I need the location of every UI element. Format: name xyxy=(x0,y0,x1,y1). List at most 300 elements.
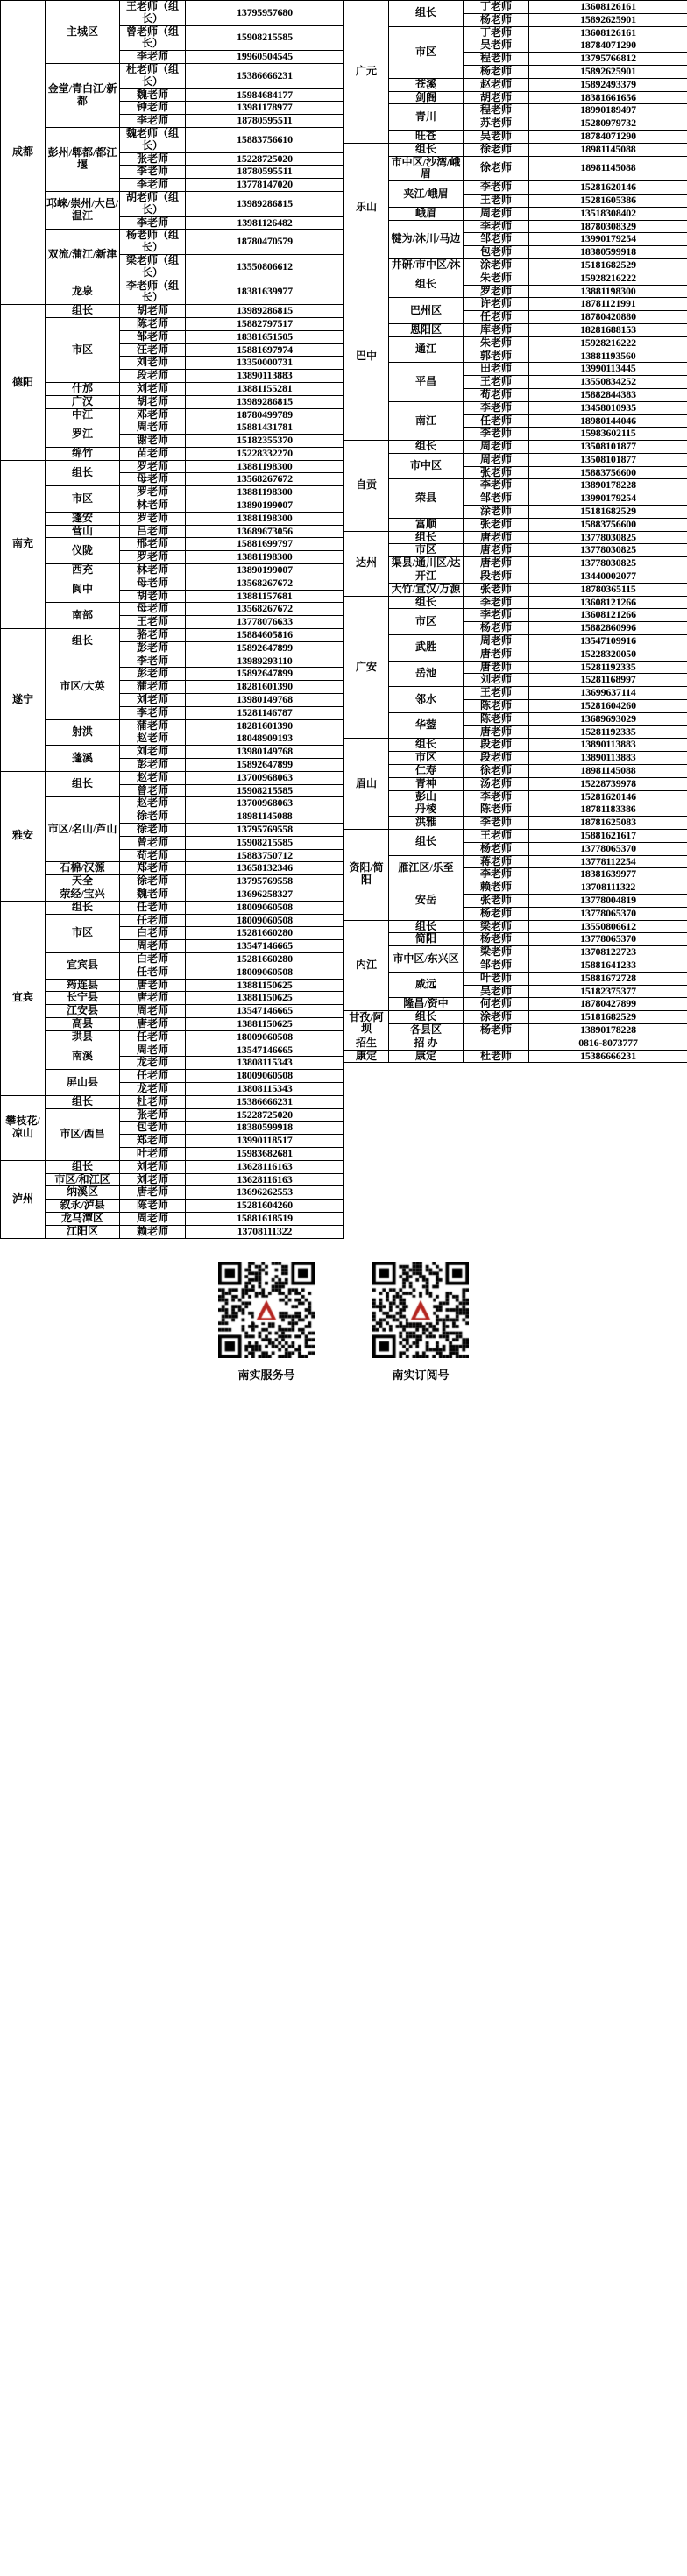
phone-number-cell[interactable]: 15881431781 xyxy=(186,421,344,435)
phone-number-cell[interactable]: 13890113883 xyxy=(529,752,687,765)
teacher-name-cell: 李老师 xyxy=(464,868,529,881)
phone-number-cell[interactable]: 18380599918 xyxy=(529,246,687,259)
teacher-name-cell: 李老师 xyxy=(120,655,186,668)
phone-number-cell[interactable]: 15881699797 xyxy=(186,538,344,551)
phone-number-cell[interactable]: 15281660280 xyxy=(186,952,344,966)
phone-number-cell[interactable]: 13547146665 xyxy=(186,940,344,953)
phone-number-cell[interactable]: 13568267672 xyxy=(186,473,344,486)
phone-number-cell[interactable]: 13568267672 xyxy=(186,603,344,616)
phone-number-cell[interactable]: 15281620146 xyxy=(529,181,687,195)
phone-number-cell[interactable]: 13550806612 xyxy=(186,254,344,280)
phone-number-cell[interactable]: 13980149768 xyxy=(186,746,344,759)
area-cell: 组长 xyxy=(389,272,464,298)
area-cell: 纳溪区 xyxy=(46,1186,120,1200)
phone-number-cell[interactable]: 15883756600 xyxy=(529,466,687,479)
phone-number-cell[interactable]: 13778030825 xyxy=(529,544,687,557)
area-cell: 市区/和江区 xyxy=(46,1173,120,1186)
phone-number-cell[interactable]: 18009060508 xyxy=(186,914,344,927)
table-row xyxy=(344,143,687,156)
area-cell: 筠连县 xyxy=(46,979,120,992)
phone-number-cell[interactable]: 15892625901 xyxy=(529,65,687,78)
area-cell: 绵竹 xyxy=(46,447,120,460)
area-cell: 岳池 xyxy=(389,661,464,687)
area-cell: 简阳 xyxy=(389,933,464,946)
phone-number-cell[interactable]: 15228320050 xyxy=(529,648,687,661)
teacher-name-cell: 李老师 xyxy=(120,115,186,128)
phone-number-cell[interactable]: 13547146665 xyxy=(186,1005,344,1018)
phone-number-cell[interactable]: 13778076633 xyxy=(186,616,344,629)
left-table-half xyxy=(1,1,344,1239)
area-cell: 市区 xyxy=(389,609,464,635)
teacher-name-cell: 罗老师 xyxy=(120,460,186,473)
teacher-name-cell: 段老师 xyxy=(464,570,529,584)
teacher-name-cell: 段老师 xyxy=(120,370,186,383)
phone-number-cell[interactable]: 13778065370 xyxy=(529,933,687,946)
teacher-name-cell: 邹老师 xyxy=(464,492,529,506)
phone-number-cell[interactable]: 13795766812 xyxy=(529,53,687,66)
teacher-name-cell: 李老师 xyxy=(464,479,529,492)
phone-number-cell[interactable]: 15881641233 xyxy=(529,959,687,972)
area-cell: 通江 xyxy=(389,336,464,363)
teacher-name-cell: 彭老师 xyxy=(120,641,186,655)
area-cell: 叙永/泸县 xyxy=(46,1200,120,1213)
phone-number-cell[interactable]: 13778030825 xyxy=(529,531,687,544)
phone-number-cell[interactable]: 13890113883 xyxy=(186,370,344,383)
table-row xyxy=(344,26,687,39)
phone-number-cell[interactable]: 13778147020 xyxy=(186,179,344,192)
phone-number-cell[interactable]: 15881621617 xyxy=(529,830,687,843)
area-cell: 市区 xyxy=(389,26,464,78)
phone-number-cell[interactable]: 13608121266 xyxy=(529,609,687,622)
phone-number-cell[interactable]: 13708111322 xyxy=(186,1225,344,1238)
phone-number-cell[interactable]: 13881198300 xyxy=(186,512,344,525)
phone-number-cell[interactable]: 13981126482 xyxy=(186,216,344,230)
table-row xyxy=(1,875,344,888)
phone-number-cell[interactable]: 13518308402 xyxy=(529,207,687,220)
phone-number-cell[interactable]: 15883750712 xyxy=(186,849,344,862)
teacher-name-cell: 周老师 xyxy=(120,940,186,953)
phone-number-cell[interactable]: 15908215585 xyxy=(186,25,344,51)
table-row xyxy=(1,862,344,875)
phone-number-cell[interactable]: 13989286815 xyxy=(186,395,344,408)
area-cell: 市区/西昌 xyxy=(46,1108,120,1160)
phone-number-cell[interactable]: 13795769558 xyxy=(186,875,344,888)
phone-number-cell[interactable]: 15281604260 xyxy=(529,700,687,713)
phone-number-cell[interactable]: 13795957680 xyxy=(186,1,344,25)
phone-number-cell[interactable]: 15281605386 xyxy=(529,194,687,207)
phone-number-cell[interactable]: 13608126161 xyxy=(529,26,687,39)
phone-number-cell[interactable]: 13350000731 xyxy=(186,357,344,370)
teacher-name-cell: 徐老师 xyxy=(120,810,186,824)
table-row xyxy=(1,992,344,1005)
phone-number-cell[interactable]: 15386666231 xyxy=(529,1050,687,1063)
phone-number-cell[interactable]: 13881150625 xyxy=(186,992,344,1005)
phone-number-cell[interactable]: 13808115343 xyxy=(186,1082,344,1095)
table-row xyxy=(344,336,687,350)
teacher-name-cell: 邹老师 xyxy=(464,233,529,246)
phone-number-cell[interactable]: 13689693029 xyxy=(529,712,687,725)
area-cell: 富顺 xyxy=(389,518,464,531)
phone-number-cell[interactable]: 13696258327 xyxy=(186,888,344,901)
phone-number-cell[interactable]: 18780420880 xyxy=(529,311,687,324)
teacher-name-cell: 张老师 xyxy=(120,152,186,166)
teacher-name-cell: 张老师 xyxy=(464,583,529,596)
phone-number-cell[interactable]: 18780470579 xyxy=(186,230,344,255)
area-cell: 屏山县 xyxy=(46,1070,120,1096)
table-row xyxy=(1,1070,344,1083)
phone-number-cell[interactable]: 18780427899 xyxy=(529,998,687,1011)
phone-number-cell[interactable]: 15882797517 xyxy=(186,317,344,330)
phone-number-cell[interactable]: 18981145088 xyxy=(529,143,687,156)
phone-number-cell[interactable]: 13990179254 xyxy=(529,233,687,246)
phone-number-cell[interactable]: 13628116163 xyxy=(186,1173,344,1186)
teacher-name-cell: 叶老师 xyxy=(464,972,529,985)
teacher-name-cell: 吕老师 xyxy=(120,525,186,538)
area-cell: 罗江 xyxy=(46,421,120,448)
area-cell: 组长 xyxy=(46,629,120,655)
phone-number-cell[interactable]: 13890199007 xyxy=(186,564,344,577)
table-row xyxy=(344,998,687,1011)
area-cell: 青神 xyxy=(389,777,464,790)
phone-number-cell[interactable]: 15228725020 xyxy=(186,1108,344,1122)
phone-number-cell[interactable]: 15281604260 xyxy=(186,1200,344,1213)
phone-number-cell[interactable]: 13808115343 xyxy=(186,1057,344,1070)
phone-number-cell[interactable]: 15281168997 xyxy=(529,674,687,687)
phone-number-cell[interactable]: 13980149768 xyxy=(186,694,344,707)
phone-number-cell[interactable]: 15883756610 xyxy=(186,127,344,152)
teacher-name-cell: 苗老师 xyxy=(120,447,186,460)
teacher-name-cell: 白老师 xyxy=(120,927,186,940)
table-row xyxy=(344,1011,687,1024)
area-cell: 仁寿 xyxy=(389,765,464,778)
table-row xyxy=(344,1050,687,1063)
area-cell: 安岳 xyxy=(389,881,464,920)
table-row xyxy=(1,1,344,25)
phone-number-cell[interactable]: 15908215585 xyxy=(186,836,344,849)
phone-number-cell[interactable]: 13508101877 xyxy=(529,441,687,454)
phone-number-cell[interactable]: 13881157681 xyxy=(186,590,344,603)
teacher-name-cell: 周老师 xyxy=(120,421,186,435)
teacher-name-cell: 李老师 xyxy=(464,596,529,609)
area-cell: 大竹/宣汉/万源 xyxy=(389,583,464,596)
phone-number-cell[interactable]: 13881150625 xyxy=(186,1017,344,1030)
phone-number-cell[interactable]: 18009060508 xyxy=(186,1070,344,1083)
phone-number-cell[interactable]: 13795769558 xyxy=(186,824,344,837)
phone-number-cell[interactable]: 13547109916 xyxy=(529,635,687,648)
phone-number-cell[interactable]: 18981145088 xyxy=(529,156,687,181)
table-row xyxy=(344,635,687,648)
phone-number-cell[interactable]: 15983682681 xyxy=(186,1147,344,1160)
qr-service-account[interactable] xyxy=(218,1262,315,1383)
phone-number-cell[interactable]: 13881198300 xyxy=(186,551,344,564)
teacher-name-cell: 白老师 xyxy=(120,952,186,966)
teacher-name-cell xyxy=(464,1037,529,1050)
teacher-name-cell: 梁老师 xyxy=(464,946,529,959)
phone-number-cell[interactable]: 15881672728 xyxy=(529,972,687,985)
phone-number-cell[interactable]: 18281601390 xyxy=(186,681,344,694)
area-cell: 南溪 xyxy=(46,1044,120,1070)
teacher-name-cell: 杜老师 xyxy=(120,1095,186,1108)
area-cell: 蓬安 xyxy=(46,512,120,525)
phone-number-cell[interactable]: 13981178977 xyxy=(186,102,344,115)
table-row xyxy=(344,104,687,117)
phone-number-cell[interactable]: 15182375377 xyxy=(529,985,687,998)
phone-number-cell[interactable]: 18281601390 xyxy=(186,719,344,732)
phone-number-cell[interactable]: 13881198300 xyxy=(186,460,344,473)
phone-number-cell[interactable]: 13628116163 xyxy=(186,1160,344,1173)
teacher-name-cell: 涂老师 xyxy=(464,258,529,272)
phone-number-cell[interactable]: 18381661656 xyxy=(529,91,687,104)
teacher-name-cell: 杨老师 xyxy=(464,13,529,26)
phone-number-cell[interactable]: 13989293110 xyxy=(186,655,344,668)
table-row xyxy=(1,1017,344,1030)
phone-number-cell[interactable]: 15228725020 xyxy=(186,152,344,166)
phone-number-cell[interactable]: 13440002077 xyxy=(529,570,687,584)
phone-number-cell[interactable]: 13990113445 xyxy=(529,363,687,376)
area-cell: 组长 xyxy=(389,441,464,454)
region-cell: 成都 xyxy=(1,1,46,305)
teacher-name-cell: 赵老师 xyxy=(120,732,186,746)
phone-number-cell[interactable]: 18781183386 xyxy=(529,803,687,817)
phone-number-cell[interactable]: 13881193560 xyxy=(529,350,687,363)
area-cell: 组长 xyxy=(46,305,120,318)
phone-number-cell[interactable]: 13890178228 xyxy=(529,479,687,492)
phone-number-cell[interactable]: 13700968063 xyxy=(186,771,344,784)
phone-number-cell[interactable]: 18380599918 xyxy=(186,1122,344,1135)
table-row xyxy=(1,1200,344,1213)
teacher-name-cell: 王老师 xyxy=(464,687,529,700)
phone-number-cell[interactable]: 15928216222 xyxy=(529,336,687,350)
phone-number-cell[interactable]: 15884605816 xyxy=(186,629,344,642)
table-row xyxy=(1,797,344,810)
phone-number-cell[interactable]: 15181682529 xyxy=(529,258,687,272)
phone-number-cell[interactable]: 13881155281 xyxy=(186,382,344,395)
teacher-name-cell: 杨老师 xyxy=(464,842,529,855)
phone-number-cell[interactable]: 18981145088 xyxy=(529,765,687,778)
area-cell: 开江 xyxy=(389,570,464,584)
table-row xyxy=(1,1212,344,1225)
table-row xyxy=(344,323,687,336)
phone-number-cell[interactable]: 15928216222 xyxy=(529,272,687,285)
teacher-name-cell: 徐老师 xyxy=(464,765,529,778)
phone-number-cell[interactable]: 15882844383 xyxy=(529,388,687,401)
teacher-name-cell: 段老师 xyxy=(464,739,529,752)
teacher-name-cell: 龙老师 xyxy=(120,1082,186,1095)
phone-number-cell[interactable]: 18009060508 xyxy=(186,901,344,914)
phone-number-cell[interactable]: 18381639977 xyxy=(529,868,687,881)
phone-number-cell[interactable]: 13699637114 xyxy=(529,687,687,700)
phone-number-cell[interactable]: 13568267672 xyxy=(186,577,344,590)
phone-number-cell[interactable]: 18009060508 xyxy=(186,1030,344,1044)
teacher-name-cell: 陈老师 xyxy=(120,317,186,330)
phone-number-cell[interactable]: 13778065370 xyxy=(529,907,687,920)
phone-number-cell[interactable]: 13881150625 xyxy=(186,979,344,992)
phone-number-cell[interactable]: 15281660280 xyxy=(186,927,344,940)
table-row xyxy=(344,855,687,868)
area-cell: 隆昌/资中 xyxy=(389,998,464,1011)
phone-number-cell[interactable]: 18781121991 xyxy=(529,298,687,311)
teacher-name-cell: 邓老师 xyxy=(120,408,186,421)
area-cell: 组长 xyxy=(46,901,120,914)
phone-number-cell[interactable]: 13550806612 xyxy=(529,920,687,933)
teacher-name-cell: 唐老师 xyxy=(464,544,529,557)
table-row xyxy=(344,1023,687,1037)
phone-number-cell[interactable]: 15281192335 xyxy=(529,725,687,739)
phone-number-cell[interactable]: 13550834252 xyxy=(529,376,687,389)
phone-number-cell[interactable]: 15892493379 xyxy=(529,78,687,91)
area-cell: 组长 xyxy=(46,460,120,486)
teacher-name-cell: 刘老师 xyxy=(120,694,186,707)
teacher-name-cell: 母老师 xyxy=(120,603,186,616)
area-cell: 平昌 xyxy=(389,363,464,401)
phone-number-cell[interactable]: 13990179254 xyxy=(529,492,687,506)
phone-number-cell[interactable]: 13881198300 xyxy=(186,486,344,499)
phone-number-cell[interactable]: 18780308329 xyxy=(529,220,687,233)
table-row xyxy=(344,518,687,531)
phone-number-cell[interactable]: 15983602115 xyxy=(529,428,687,441)
phone-number-cell[interactable]: 15881697974 xyxy=(186,343,344,357)
phone-number-cell[interactable]: 13608121266 xyxy=(529,596,687,609)
phone-number-cell[interactable]: 18381639977 xyxy=(186,280,344,305)
phone-number-cell[interactable]: 15228332270 xyxy=(186,447,344,460)
table-row xyxy=(1,512,344,525)
phone-number-cell[interactable]: 15984684177 xyxy=(186,88,344,102)
area-cell: 阆中 xyxy=(46,577,120,603)
phone-number-cell[interactable]: 15280979732 xyxy=(529,117,687,131)
region-cell: 泸州 xyxy=(1,1160,46,1238)
phone-number-cell[interactable]: 13547146665 xyxy=(186,1044,344,1057)
phone-number-cell[interactable]: 13890113883 xyxy=(529,739,687,752)
teacher-name-cell: 王老师 xyxy=(464,376,529,389)
teacher-name-cell: 骆老师 xyxy=(120,629,186,642)
phone-number-cell[interactable]: 13696262553 xyxy=(186,1186,344,1200)
phone-number-cell[interactable]: 13989286815 xyxy=(186,305,344,318)
teacher-name-cell: 李老师（组长） xyxy=(120,280,186,305)
area-cell: 武胜 xyxy=(389,635,464,662)
area-cell: 各县区 xyxy=(389,1023,464,1037)
teacher-name-cell: 唐老师 xyxy=(464,648,529,661)
phone-number-cell[interactable]: 13778065370 xyxy=(529,842,687,855)
phone-number-cell[interactable]: 18381651505 xyxy=(186,330,344,343)
phone-number-cell[interactable]: 13708111322 xyxy=(529,881,687,895)
right-contact-table xyxy=(344,1,687,1063)
phone-number-cell[interactable]: 18048909193 xyxy=(186,732,344,746)
phone-number-cell[interactable]: 0816-8073777 xyxy=(529,1037,687,1050)
teacher-name-cell: 李老师 xyxy=(464,428,529,441)
teacher-name-cell: 赵老师 xyxy=(464,78,529,91)
phone-number-cell[interactable]: 15181682529 xyxy=(529,1011,687,1024)
teacher-name-cell: 汪老师 xyxy=(120,343,186,357)
phone-number-cell[interactable]: 18784071290 xyxy=(529,39,687,53)
phone-number-cell[interactable]: 18780499789 xyxy=(186,408,344,421)
teacher-name-cell: 丁老师 xyxy=(464,1,529,13)
phone-number-cell[interactable]: 18781625083 xyxy=(529,817,687,830)
teacher-name-cell: 刘老师 xyxy=(464,674,529,687)
phone-number-cell[interactable]: 13881198300 xyxy=(529,285,687,298)
teacher-name-cell: 谢老师 xyxy=(120,435,186,448)
phone-number-cell[interactable]: 15882860996 xyxy=(529,622,687,635)
phone-number-cell[interactable]: 15881618519 xyxy=(186,1212,344,1225)
table-row xyxy=(1,317,344,330)
table-row xyxy=(344,258,687,272)
table-row xyxy=(344,920,687,933)
phone-number-cell[interactable]: 13890178228 xyxy=(529,1023,687,1037)
teacher-name-cell: 杨老师 xyxy=(464,907,529,920)
phone-number-cell[interactable]: 15181682529 xyxy=(529,506,687,519)
phone-number-cell[interactable]: 13700968063 xyxy=(186,797,344,810)
phone-number-cell[interactable]: 18780595511 xyxy=(186,115,344,128)
phone-number-cell[interactable]: 15892647899 xyxy=(186,641,344,655)
phone-number-cell[interactable]: 13890199007 xyxy=(186,499,344,513)
area-cell: 市中区/沙湾/峨眉 xyxy=(389,156,464,181)
phone-number-cell[interactable]: 13689673056 xyxy=(186,525,344,538)
teacher-name-cell: 苏老师 xyxy=(464,117,529,131)
phone-number-cell[interactable]: 15281146787 xyxy=(186,706,344,719)
teacher-name-cell: 刘老师 xyxy=(120,382,186,395)
table-row xyxy=(1,382,344,395)
area-cell: 市区 xyxy=(46,317,120,382)
teacher-name-cell: 陈老师 xyxy=(464,712,529,725)
teacher-name-cell: 邢老师 xyxy=(120,538,186,551)
teacher-name-cell: 王老师 xyxy=(120,616,186,629)
phone-number-cell[interactable]: 15892647899 xyxy=(186,668,344,681)
phone-number-cell[interactable]: 15281192335 xyxy=(529,661,687,674)
phone-number-cell[interactable]: 18780595511 xyxy=(186,166,344,179)
phone-number-cell[interactable]: 13708122723 xyxy=(529,946,687,959)
qr-subscription-account[interactable] xyxy=(372,1262,469,1383)
phone-number-cell[interactable]: 15908215585 xyxy=(186,784,344,797)
phone-number-cell[interactable]: 18009060508 xyxy=(186,966,344,979)
table-row xyxy=(1,525,344,538)
phone-number-cell[interactable]: 13778004819 xyxy=(529,894,687,907)
phone-number-cell[interactable]: 15386666231 xyxy=(186,1095,344,1108)
table-row xyxy=(344,661,687,674)
phone-number-cell[interactable]: 13778030825 xyxy=(529,557,687,570)
area-cell: 市区 xyxy=(46,486,120,513)
teacher-name-cell: 苟老师 xyxy=(464,388,529,401)
phone-number-cell[interactable]: 15182355370 xyxy=(186,435,344,448)
phone-number-cell[interactable]: 18990189497 xyxy=(529,104,687,117)
phone-number-cell[interactable]: 13508101877 xyxy=(529,453,687,466)
area-cell: 仪陇 xyxy=(46,538,120,564)
table-row xyxy=(1,1225,344,1238)
phone-number-cell[interactable]: 18784071290 xyxy=(529,130,687,143)
phone-number-cell[interactable]: 15892647899 xyxy=(186,759,344,772)
table-row xyxy=(1,1160,344,1173)
phone-number-cell[interactable]: 19960504545 xyxy=(186,51,344,64)
phone-number-cell[interactable]: 13608126161 xyxy=(529,1,687,13)
phone-number-cell[interactable]: 15386666231 xyxy=(186,63,344,88)
area-cell: 渠县/通川区/达 xyxy=(389,557,464,570)
phone-number-cell[interactable]: 18281688153 xyxy=(529,323,687,336)
phone-number-cell[interactable]: 18780365115 xyxy=(529,583,687,596)
area-cell: 井研/市中区/沐 xyxy=(389,258,464,272)
phone-number-cell[interactable]: 13989286815 xyxy=(186,191,344,216)
phone-number-cell[interactable]: 13778112254 xyxy=(529,855,687,868)
table-row xyxy=(1,1030,344,1044)
phone-number-cell[interactable]: 15281620146 xyxy=(529,790,687,803)
phone-number-cell[interactable]: 13658132346 xyxy=(186,862,344,875)
phone-number-cell[interactable]: 18980144046 xyxy=(529,414,687,428)
teacher-name-cell: 蒲老师 xyxy=(120,681,186,694)
phone-number-cell[interactable]: 15228739978 xyxy=(529,777,687,790)
phone-number-cell[interactable]: 13990118517 xyxy=(186,1135,344,1148)
phone-number-cell[interactable]: 15883756600 xyxy=(529,518,687,531)
teacher-name-cell: 任老师 xyxy=(120,1030,186,1044)
phone-number-cell[interactable]: 15892625901 xyxy=(529,13,687,26)
phone-number-cell[interactable]: 13458010935 xyxy=(529,401,687,414)
phone-number-cell[interactable]: 18981145088 xyxy=(186,810,344,824)
